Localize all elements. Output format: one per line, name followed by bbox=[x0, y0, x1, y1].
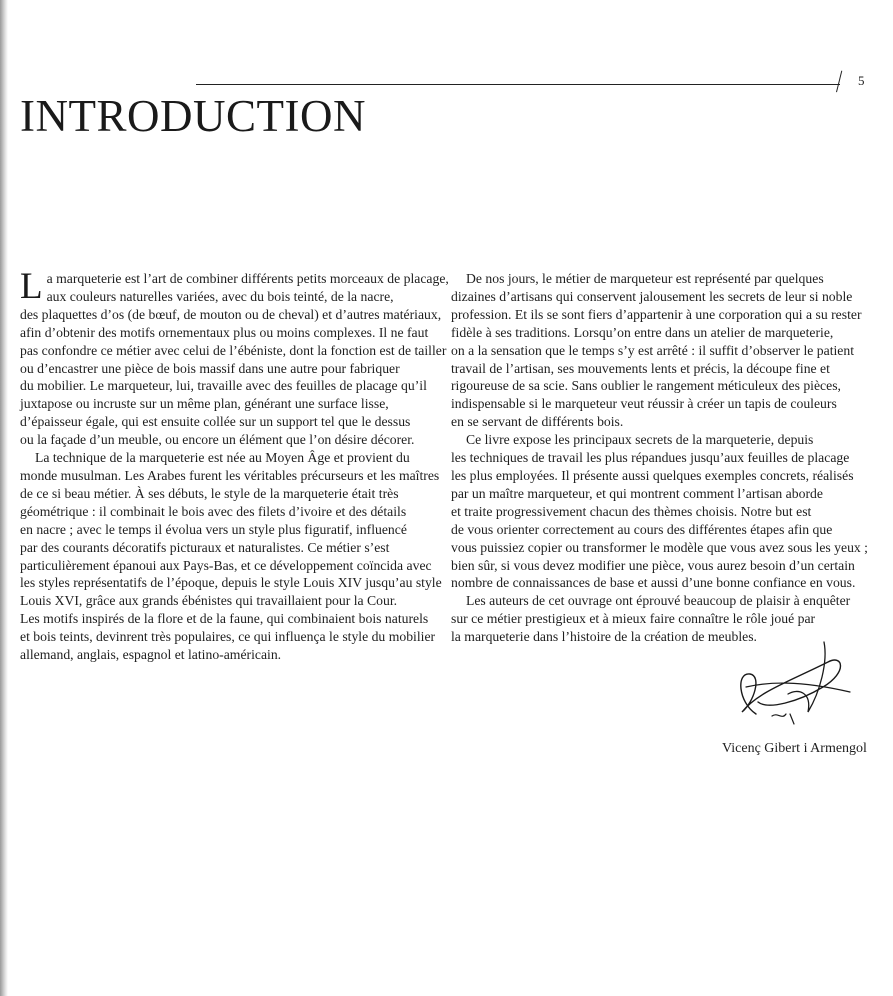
text-line: allemand, anglais, espagnol et latino-américain. bbox=[20, 647, 282, 663]
text-line: fidèle à ses traditions. Lorsqu’on entre dans un atelier de marqueterie, bbox=[451, 324, 834, 340]
text-line: indispensable si le marqueteur veut réussir à créer un tapis de couleurs bbox=[451, 396, 837, 412]
text-line: et bois teints, devinrent très populaires, ce qui influença le style du mobilier bbox=[20, 629, 436, 645]
text-line: De nos jours, le métier de marqueteur est représenté par quelques bbox=[466, 271, 824, 286]
text-line: par des courants décoratifs picturaux et naturalistes. Ce métier s’est bbox=[20, 539, 390, 555]
book-spine-shadow bbox=[0, 0, 8, 996]
text-line: ou la façade d’un meuble, ou encore un élément que l’on désire décorer. bbox=[20, 432, 415, 448]
text-line: en se servant de différents bois. bbox=[451, 414, 624, 430]
left-column bbox=[20, 266, 449, 664]
text-line: dizaines d’artisans qui conservent jalousement les secrets de leur si noble bbox=[451, 288, 853, 304]
text-line: profession. Et ils se sont fiers d’appartenir à une corporation qui a su rester bbox=[451, 306, 862, 322]
text-line: de vous orienter correctement au cours des différentes étapes afin que bbox=[451, 521, 833, 537]
text-line: afin d’obtenir des motifs ornementaux plus ou moins complexes. Il ne faut bbox=[20, 324, 429, 340]
text-line: d’épaisseur égale, qui est ensuite collée sur un support tel que le dessus bbox=[20, 414, 411, 430]
text-line: particulièrement épanoui aux Pays-Bas, et ce développement coïncida avec bbox=[20, 557, 432, 573]
header-slash bbox=[836, 71, 842, 93]
text-line: nombre de connaissances de base et aussi d’une bonne confiance en vous. bbox=[451, 575, 856, 591]
author-signature bbox=[728, 632, 858, 732]
page-title: INTRODUCTION bbox=[20, 91, 366, 141]
text-line: en nacre ; avec le temps il évolua vers un style plus figuratif, influencé bbox=[20, 521, 407, 537]
text-line: juxtapose ou incruste sur un même plan, générant une surface lisse, bbox=[20, 396, 389, 412]
text-line: monde musulman. Les Arabes furent les véritables précurseurs et les maîtres bbox=[20, 467, 440, 483]
page-number: 5 bbox=[858, 73, 865, 88]
text-line: les techniques de travail les plus répandues jusqu’aux feuilles de placage bbox=[451, 450, 850, 466]
text-line: les plus employées. Il présente aussi quelques exemples concrets, réalisés bbox=[451, 467, 854, 483]
text-line: ou d’encastrer une pièce de bois massif dans une autre pour fabriquer bbox=[20, 360, 400, 376]
text-line: Louis XVI, grâce aux grands ébénistes qui travaillaient pour la Cour. bbox=[20, 593, 398, 609]
right-column bbox=[451, 270, 871, 646]
author-name: Vicenç Gibert i Armengol bbox=[722, 741, 867, 756]
text-line: a marqueterie est l’art de combiner différents petits morceaux de placage, bbox=[46, 271, 449, 286]
text-line: la marqueterie dans l’histoire de la création de meubles. bbox=[451, 629, 757, 645]
text-line: vous puissiez copier ou transformer le modèle que vous avez sous les yeux ; bbox=[451, 539, 868, 555]
drop-cap: L bbox=[20, 266, 43, 307]
text-line: Les auteurs de cet ouvrage ont éprouvé beaucoup de plaisir à enquêter bbox=[466, 593, 851, 609]
text-line: du mobilier. Le marqueteur, lui, travaille avec des feuilles de placage qu’il bbox=[20, 378, 427, 394]
text-line: par un maître marqueteur, et qui montrent comment l’artisan aborde bbox=[451, 485, 823, 501]
text-line: travail de l’artisan, ses mouvements lents et précis, la découpe fine et bbox=[451, 360, 830, 376]
text-line: sur ce métier prestigieux et à mieux faire connaître le rôle joué par bbox=[451, 611, 816, 627]
text-line: bien sûr, si vous devez modifier une pièce, vous aurez besoin d’un certain bbox=[451, 557, 855, 573]
text-line: La technique de la marqueterie est née au Moyen Âge et provient du bbox=[35, 450, 410, 466]
text-line: rigoureuse de sa scie. Sans oublier le rangement méticuleux des pièces, bbox=[451, 378, 841, 394]
text-line: les styles représentatifs de l’époque, depuis le style Louis XIV jusqu’au style bbox=[20, 575, 442, 591]
text-line: Les motifs inspirés de la flore et de la faune, qui combinaient bois naturels bbox=[20, 611, 429, 627]
header-rule bbox=[196, 84, 840, 85]
text-line: Ce livre expose les principaux secrets de la marqueterie, depuis bbox=[466, 432, 814, 448]
text-line: et traite progressivement chacun des thèmes choisis. Notre but est bbox=[451, 503, 812, 519]
text-line: de ce si beau métier. À ses débuts, le style de la marqueterie était très bbox=[20, 485, 399, 501]
text-line: on a la sensation que le temps s’y est arrêté : il suffit d’observer le patient bbox=[451, 342, 855, 358]
text-line: aux couleurs naturelles variées, avec du bois teinté, de la nacre, bbox=[46, 288, 394, 304]
text-line: pas confondre ce métier avec celui de l’ébéniste, dont la fonction est de tailler bbox=[20, 342, 447, 358]
text-line: géométrique : il combinait le bois avec des filets d’ivoire et des détails bbox=[20, 503, 407, 519]
text-line: des plaquettes d’os (de bœuf, de mouton ou de cheval) et d’autres matériaux, bbox=[20, 306, 442, 322]
